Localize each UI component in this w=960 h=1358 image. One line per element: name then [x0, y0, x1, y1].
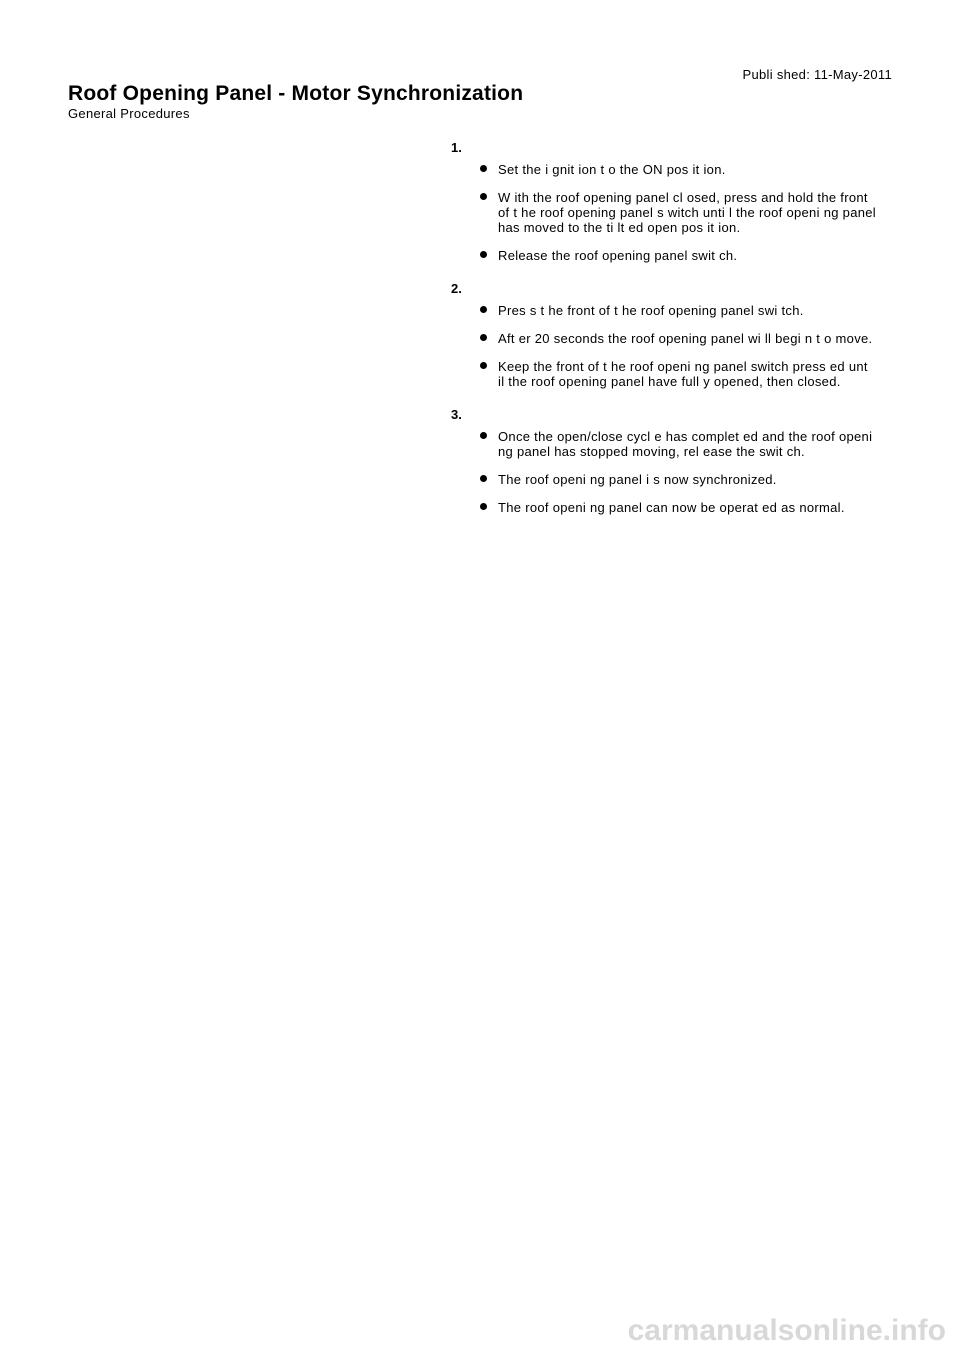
bullet-icon — [480, 334, 487, 341]
published-date: Publi shed: 11-May-2011 — [742, 67, 892, 82]
bullet-text: Keep the front of t he roof openi ng panel switch press ed unt il the roof opening panel have full y opened, then closed. — [498, 359, 868, 389]
list-item — [451, 248, 878, 263]
bullet-text: Pres s t he front of t he roof opening panel swi tch. — [498, 303, 804, 318]
bullet-text: W ith the roof opening panel cl osed, press and hold the front of t he roof opening panel s witch unti l the roof openi ng panel has moved to the ti lt ed open pos it ion. — [498, 190, 876, 235]
bullet-text: Set the i gnit ion t o the ON pos it ion. — [498, 162, 726, 177]
step-number: 3. — [451, 407, 462, 422]
step-number: 2. — [451, 281, 462, 296]
bullet-text: Release the roof opening panel swit ch. — [498, 248, 738, 263]
page-subtitle: General Procedures — [68, 106, 190, 121]
bullet-icon — [480, 306, 487, 313]
page-title: Roof Opening Panel - Motor Synchronization — [68, 82, 524, 105]
bullet-icon — [480, 251, 487, 258]
list-item — [451, 190, 878, 235]
bullet-text: The roof openi ng panel i s now synchronized. — [498, 472, 777, 487]
bullet-icon — [480, 475, 487, 482]
list-item — [451, 359, 878, 389]
bullet-icon — [480, 503, 487, 510]
list-item — [451, 303, 878, 318]
list-item — [451, 472, 878, 487]
bullet-icon — [480, 193, 487, 200]
step-2 — [451, 281, 901, 389]
bullet-text: Once the open/close cycl e has complet ed and the roof openi ng panel has stopped moving, rel ease the swit ch. — [498, 429, 873, 459]
step-1 — [451, 140, 901, 263]
bullet-text: The roof openi ng panel can now be operat ed as normal. — [498, 500, 845, 515]
watermark: carmanualsonline.info — [627, 1314, 946, 1347]
list-item — [451, 331, 878, 346]
bullet-icon — [480, 432, 487, 439]
procedure-steps — [451, 140, 901, 533]
bullet-icon — [480, 165, 487, 172]
step-3 — [451, 407, 901, 515]
bullet-icon — [480, 362, 487, 369]
step-number: 1. — [451, 140, 462, 155]
bullet-text: Aft er 20 seconds the roof opening panel wi ll begi n t o move. — [498, 331, 873, 346]
list-item — [451, 500, 878, 515]
list-item — [451, 429, 878, 459]
list-item — [451, 162, 878, 177]
